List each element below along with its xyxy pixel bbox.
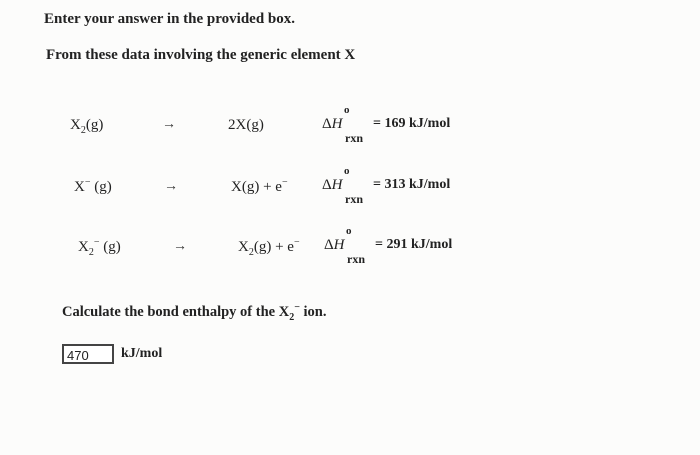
reaction-1-delta-h: ΔH o rxn [322, 104, 363, 145]
reaction-1-reactant: $X_2(g)$ [70, 117, 104, 136]
reaction-3-value: = 291 kJ/mol [375, 237, 453, 252]
reaction-2-value: = 313 kJ/mol [373, 177, 451, 192]
reaction-3-product: $X_2(g) + e^-$ [238, 237, 300, 258]
answer-unit: kJ/mol [121, 346, 163, 361]
answer-box[interactable] [62, 344, 114, 364]
reaction-3-arrow: → [173, 239, 187, 254]
reaction-1-value: = 169 kJ/mol [373, 116, 451, 131]
reaction-2-product: X(g) + e− [231, 177, 288, 195]
reaction-2-reactant: X− (g) [74, 177, 112, 195]
reaction-2-delta-h: ΔH o rxn [322, 165, 363, 206]
reaction-3-reactant: $X_2^-$ (g) [78, 237, 121, 258]
reaction-1-arrow: → [162, 117, 176, 132]
reaction-3-delta-h: ΔH o rxn [324, 225, 365, 266]
answer-input[interactable] [67, 347, 111, 363]
question-text: Calculate the bond enthalpy of the $X_2^-$ ion. [62, 302, 327, 323]
reaction-2-arrow: → [164, 179, 178, 194]
reaction-1-product: 2X(g) [228, 117, 264, 133]
instruction-text: Enter your answer in the provided box. [44, 11, 296, 27]
intro-text: From these data involving the generic element X [46, 47, 356, 63]
